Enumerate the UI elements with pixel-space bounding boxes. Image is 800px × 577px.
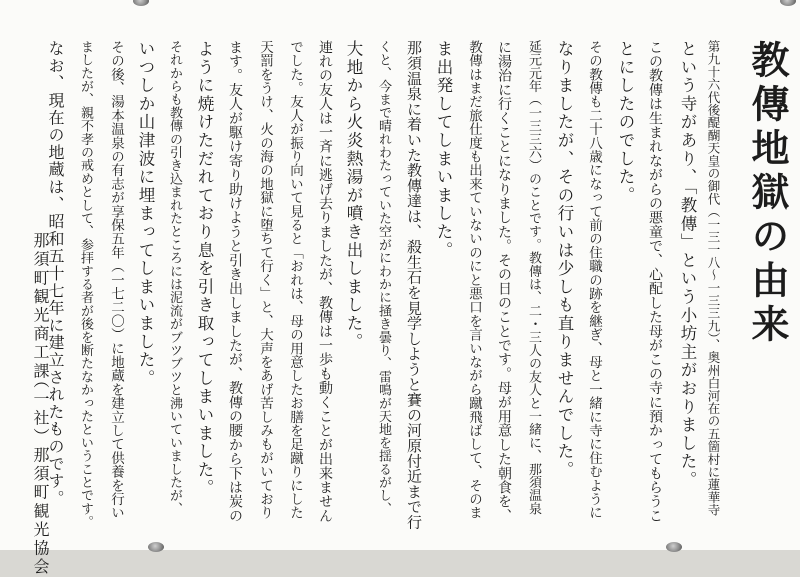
text-column: 第九十六代後醍醐天皇の御代（一三一八〜一三三九）、奥州白河在の五箇村に蓮華寺 — [706, 40, 721, 517]
text-column: 教傳はまだ旅仕度も出来ていないのにと悪口を言いながら蹴飛ばして、そのま — [466, 40, 482, 520]
issuer-primary: 那須町観光商工課 — [31, 232, 50, 381]
text-column: 延元元年（一三三六）のことです。教傳は、二・三人の友人と一緒に、那須温泉 — [526, 40, 541, 516]
text-column: なお、現在の地蔵は、昭和五十七年に建立されたものです。 — [46, 40, 65, 508]
text-column: なりましたが、その行いは少しも直りませんでした。 — [555, 40, 574, 480]
text-column: それからも教傳の引き込まれたところには泥流がブツブツと沸いていましたが、 — [167, 40, 182, 516]
text-column: に湯治に行くことになりました。その日のことです。母が用意した朝食を、 — [496, 40, 512, 523]
page-title: 教傳地獄の由来 — [745, 40, 790, 348]
issuer-secondary: （一社）那須町観光協会 — [31, 372, 50, 577]
text-column: その後、湯本温泉の有志が享保五年（一七二〇）に地蔵を建立して供養を行い — [108, 40, 124, 520]
text-column: ま出発してしまいました。 — [434, 40, 453, 260]
text-column: ましたが、親不孝の戒めとして、参拝する者が後を断たなかったということです。 — [78, 40, 93, 529]
text-column: ように焼けただれており息を引き取ってしまいました。 — [195, 40, 214, 498]
text-column: くと、今まで晴れわたっていた空がにわかに掻き曇り、雷鳴が天地を揺るがし、 — [376, 40, 391, 516]
mount-bolt-top-right — [780, 0, 796, 6]
text-column: 大地から火炎熱湯が噴き出しました。 — [344, 40, 363, 352]
text-column: 那須温泉に着いた教傳達は、殺生石を見学しようと賽の河原付近まで行 — [405, 40, 423, 530]
text-column: でした。友人が振り向いて見ると「おれは、母の用意したお膳を足蹴りにした — [287, 40, 303, 520]
text-column: 連れの友人は一斉に逃げ去りましたが、教傳は一歩も動くことが出来ません — [317, 40, 333, 523]
text-column: とにしたのでした。 — [616, 40, 635, 205]
mount-bolt-top-left — [133, 0, 149, 6]
text-column: ます。友人が駆け寄り助けようと引き出しましたが、教傳の腰から下は炭の — [227, 40, 243, 523]
text-column: この教傳は生まれながらの悪童で、心配した母がこの寺に預かってもらうこ — [647, 40, 663, 523]
text-column: いつしか山津波に埋まってしまいました。 — [136, 40, 155, 388]
text-column: 天罰をうけ、火の海の地獄に堕ちて行く」と、大声をあげ苦しみもがいており — [257, 40, 273, 520]
text-column: その教傳も二十八歳になって前の住職の跡を継ぎ、母と一緒に寺に住むように — [586, 40, 602, 520]
mount-bolt-bottom-right — [666, 542, 682, 552]
text-column: という寺があり、「教傳」という小坊主がおりました。 — [678, 40, 697, 490]
mount-bolt-bottom-left — [148, 542, 164, 552]
